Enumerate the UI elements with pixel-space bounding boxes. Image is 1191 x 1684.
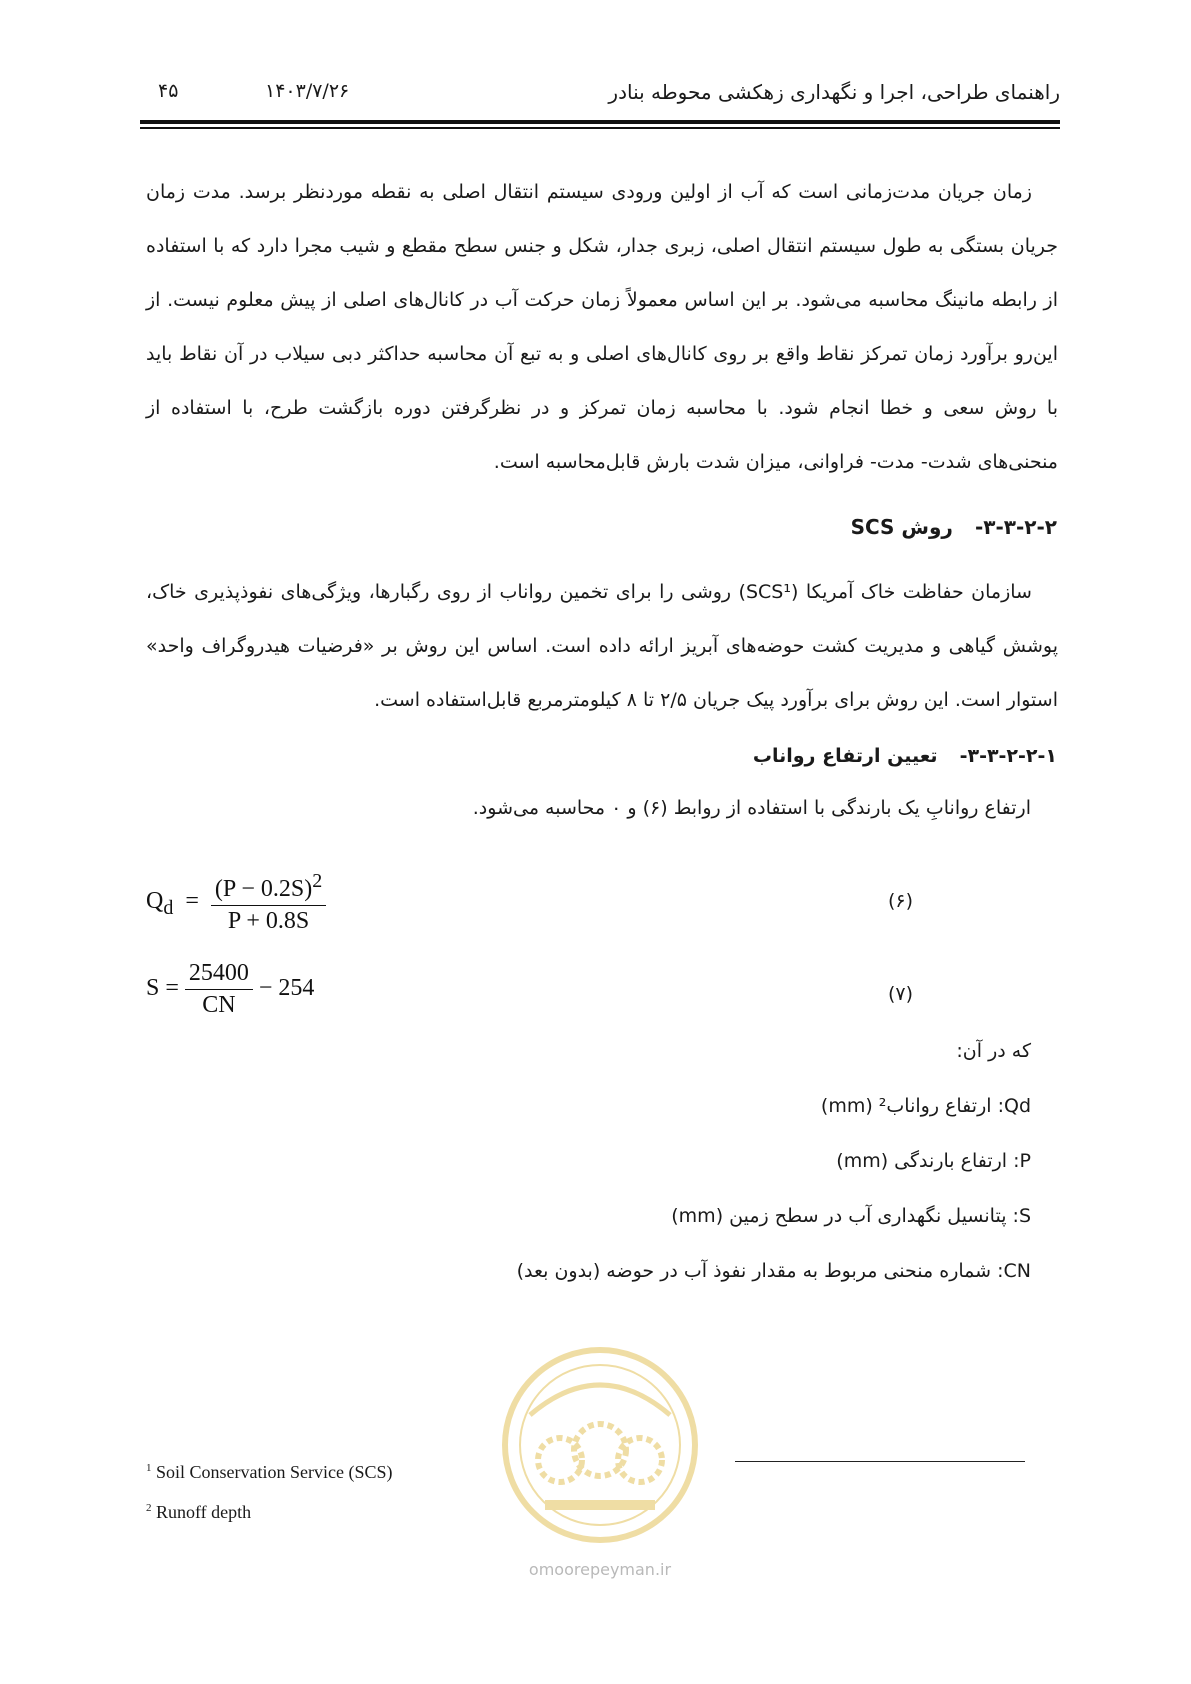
page-header [140, 70, 1060, 130]
eq6-number: (۶) [888, 890, 914, 912]
equation-intro: ارتفاع روانابِ یک بارندگی با استفاده از روابط (۶) و ۰ محاسبه می‌شود. [472, 797, 1031, 819]
eq7-lhs: S = [146, 975, 179, 1002]
eq7-fraction [185, 960, 253, 1019]
footnote-1: $^1$ Soil Conservation Service (SCS) [146, 1462, 393, 1482]
eq7-tail: − 254 [258, 975, 315, 1002]
equation-6: $Q_d$ = $\frac{(P - 0.2S)^2}{P + 0.8S}$ [146, 870, 326, 935]
definition-qd: Qd: ارتفاع رواناب² (mm) [820, 1095, 1031, 1117]
eq6-fraction [211, 870, 326, 935]
document-title: راهنمای طراحی، اجرا و نگهداری زهکشی محوطه بنادر [608, 80, 1060, 104]
watermark-seal-icon [490, 1335, 710, 1585]
definition-s: S: پتانسیل نگهداری آب در سطح زمین (mm) [671, 1205, 1031, 1227]
definition-cn: CN: شماره منحنی مربوط به مقدار نفوذ آب در حوضه (بدون بعد) [516, 1260, 1031, 1282]
paragraph-flow-time: زمان جریان مدت‌زمانی است که آب از اولین ورودی سیستم انتقال اصلی به نقطه موردنظر برسد. مدت زمان جریان بستگی به طول سیستم انتقال اصلی، زبری جدار، شکل و جنس سطح مقطع و شیب مجرا دارد که با استفاده از رابطه مانینگ محاسبه می‌شود. بر این اساس معمولاً زمان حرکت آب در کانال‌های اصلی از پیش معلوم نیست. از این‌رو برآورد زمان تمرکز نقاط واقع بر روی کانال‌های اصلی و به تبع آن محاسبه حداکثر دبی سیلاب در آن نقاط باید با روش سعی و خطا انجام شود. با محاسبه زمان تمرکز و در نظرگرفتن دوره بازگشت طرح، با استفاده از منحنی‌های شدت- مدت- فراوانی، میزان شدت بارش قابل‌محاسبه است. [146, 181, 1058, 473]
eq7-number: (۷) [888, 983, 914, 1005]
subsection-title: تعیین ارتفاع رواناب [752, 745, 938, 767]
header-rule-thin [140, 127, 1060, 129]
eq6-denominator: P + 0.8S [227, 908, 310, 934]
section-heading [851, 515, 1057, 539]
definition-p: P: ارتفاع بارندگی (mm) [836, 1150, 1031, 1172]
eq7-denominator: CN [202, 992, 236, 1018]
subsection-number: ۳-۳-۲-۲-۱- [959, 745, 1057, 767]
eq6-numerator: $(P - 0.2S)^2$ [211, 870, 326, 906]
footnote-2: $^2$ Runoff depth [146, 1502, 252, 1522]
section-number: ۳-۳-۲-۲- [974, 515, 1057, 539]
footnote-divider [735, 1461, 1025, 1462]
where-label: که در آن: [956, 1040, 1031, 1062]
subsection-heading [753, 745, 1057, 767]
header-date: ۱۴۰۳/۷/۲۶ [265, 80, 350, 102]
paragraph-scs-method: سازمان حفاظت خاک آمریکا (SCS¹) روشی را برای تخمین رواناب از روی رگبارها، ویژگی‌های نفوذپذیری خاک، پوشش گیاهی و مدیریت کشت حوضه‌های آبریز ارائه داده است. اساس این روش بر «فرضیات هیدروگراف واحد» استوار است. این روش برای برآورد پیک جریان ۲/۵ تا ۸ کیلومترمربع قابل‌استفاده است. [146, 581, 1058, 711]
watermark-text: omoorepeyman.ir [528, 1560, 672, 1579]
eq7-numerator: 25400 [185, 960, 253, 990]
header-rule-thick [140, 120, 1060, 124]
eq6-lhs: $Q_d$ [146, 888, 174, 919]
section-title: روش SCS [850, 515, 953, 539]
page-number: ۴۵ [158, 80, 179, 102]
equation-7 [146, 960, 314, 1019]
